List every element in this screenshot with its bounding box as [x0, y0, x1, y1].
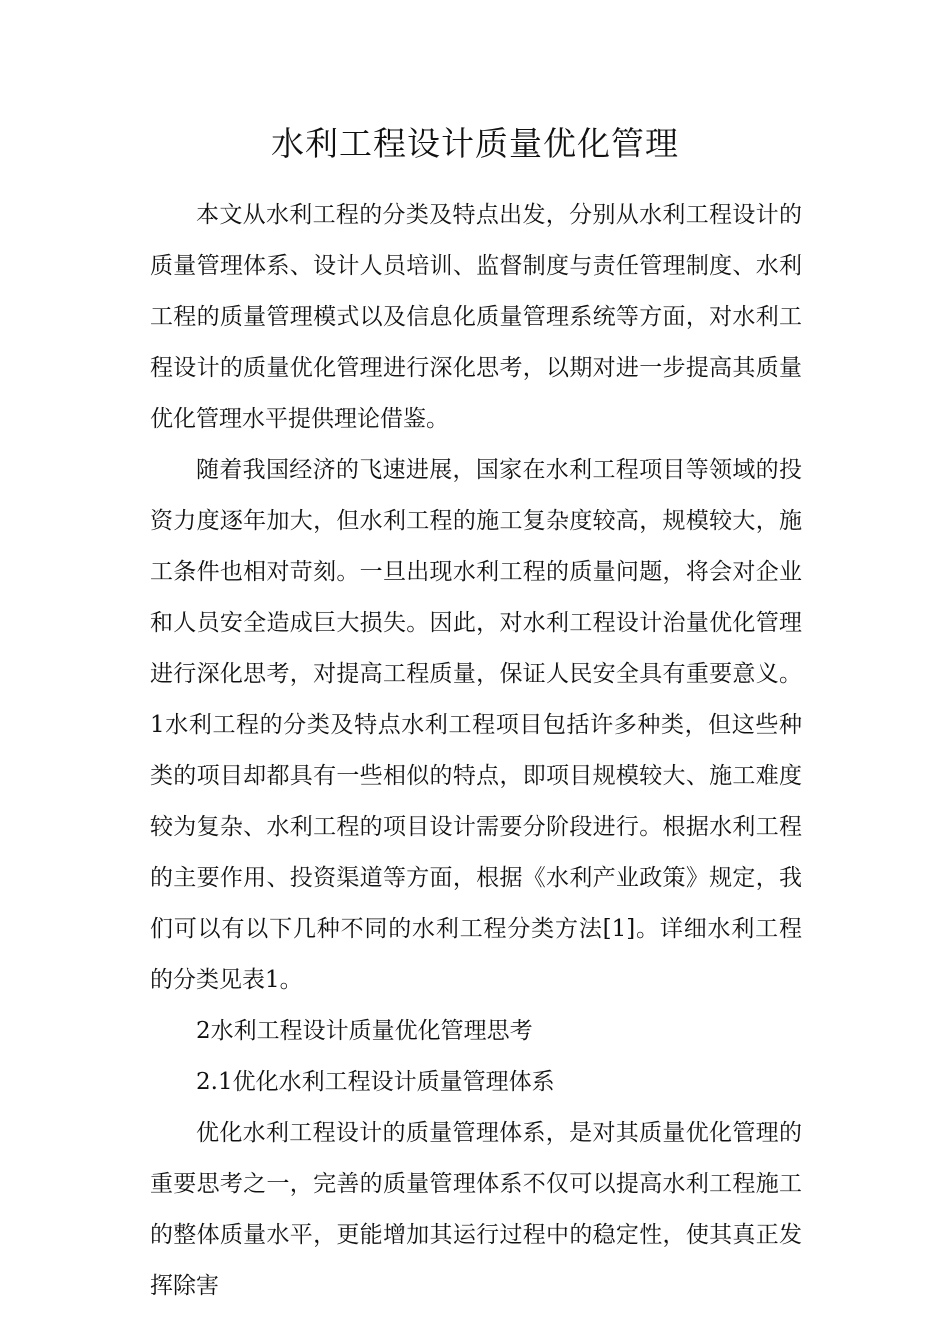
document-title: 水利工程设计质量优化管理 [271, 124, 679, 163]
intro-paragraph: 随着我国经济的飞速进展，国家在水利工程项目等领域的投资力度逐年加大，但水利工程的施工复杂度较高，规模较大，施工条件也相对苛刻。一旦出现水利工程的质量问题，将会对企业和人员安全造成巨大损失。因此，对水利工程设计治量优化管理进行深化思考，对提高工程质量，保证人民安全具有重要意义。1水利工程的分类及特点水利工程项目包括许多种类，但这些种类的项目却都具有一些相似的特点，即项目规模较大、施工难度较为复杂、水利工程的项目设计需要分阶段进行。根据水利工程的主要作用、投资渠道等方面，根据《水利产业政策》规定，我们可以有以下几种不同的水利工程分类方法[1]。详细水利工程的分类见表1。 [150, 457, 802, 993]
section-2-1-paragraph: 优化水利工程设计的质量管理体系，是对其质量优化管理的重要思考之一，完善的质量管理体系不仅可以提高水利工程施工的整体质量水平，更能增加其运行过程中的稳定性，使其真正发挥除害 [150, 1120, 802, 1299]
document-body [150, 190, 802, 1312]
abstract-paragraph: 本文从水利工程的分类及特点出发，分别从水利工程设计的质量管理体系、设计人员培训、监督制度与责任管理制度、水利工程的质量管理模式以及信息化质量管理系统等方面，对水利工程设计的质量优化管理进行深化思考，以期对进一步提高其质量优化管理水平提供理论借鉴。 [150, 202, 802, 432]
section-heading-2: 2水利工程设计质量优化管理思考 [196, 1018, 533, 1044]
subsection-heading-2-1: 2.1优化水利工程设计质量管理体系 [196, 1069, 555, 1095]
